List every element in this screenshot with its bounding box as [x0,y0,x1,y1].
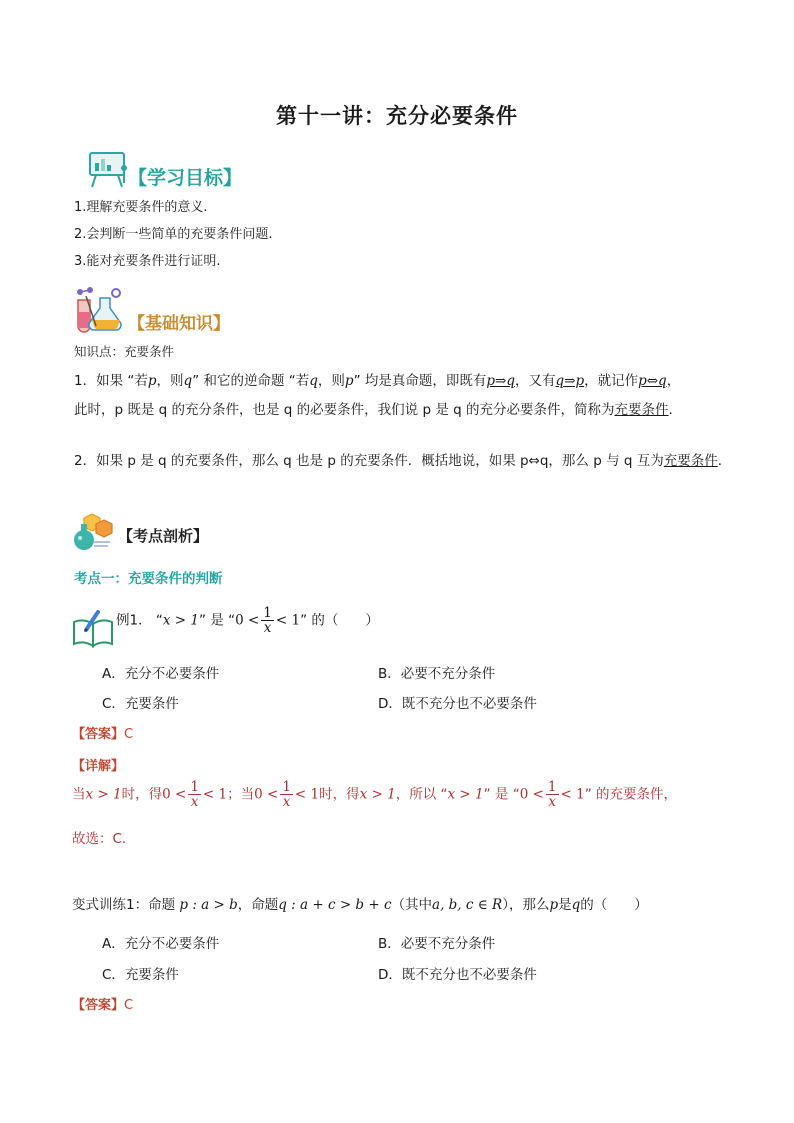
flask-icon [72,286,124,334]
option-d: D．既不充分也不必要条件 [378,967,537,983]
detail-label: 【详解】 [72,759,125,774]
knowledge-paragraph-1: 1．如果 “若p，则q” 和它的逆命题 “若q，则p” 均是真命题，即既有p⇒q，又有q⇒p，就记作p⇔q， [74,373,681,389]
detail-text: 当x > 1时，得0 < $\frac{1}{x}$ < 1；当0 < $\frac{1}{x}$ < 1时，得x > 1，所以 “x > 1” 是 “0 < $\frac{1}{x}$ < 1” 的充要条件， [72,779,677,810]
knowledge-paragraph-2: 2．如果 p 是 q 的充要条件，那么 q 也是 p 的充要条件．概括地说，如果 p⇔q，那么 p 与 q 互为充要条件． [74,453,732,469]
kaodian-heading: 考点一：充要条件的判断 [74,571,223,587]
goal-item: 2.会判断一些简单的充要条件问题. [74,227,273,242]
knowledge-point-label: 知识点：充要条件 [74,344,175,359]
answer-line: 【答案】C [72,727,134,742]
option-a: A．充分不必要条件 [102,666,220,682]
option-d: D．既不充分也不必要条件 [378,696,537,712]
example-1-question: 例1． “x > 1” 是 “0 < $\frac{1}{x}$ < 1” 的（ ） [116,605,379,636]
page-title: 第十一讲：充分必要条件 [276,103,518,128]
goal-item: 1.理解充要条件的意义. [74,200,208,215]
goal-item: 3.能对充要条件进行证明. [74,254,221,269]
option-a: A．充分不必要条件 [102,936,220,952]
book-pencil-icon [70,608,116,648]
presentation-board-icon [86,150,130,190]
knowledge-paragraph-1-line2: 此时，p 既是 q 的充分条件，也是 q 的必要条件，我们说 p 是 q 的充分必要条件，简称为充要条件． [74,402,682,418]
variant-answer-line: 【答案】C [72,998,134,1013]
section-heading-analysis: 【考点剖析】 [118,527,209,545]
option-c: C．充要条件 [102,967,179,983]
potion-icon [70,512,116,552]
variant-1-question: 变式训练1：命题 p : a > b，命题q : a + c > b + c（其中a, b, c ∈ R），那么p是q的（ ） [72,897,648,913]
detail-conclusion: 故选：C． [72,831,136,847]
section-heading-goals: 【学习目标】 [128,167,243,189]
section-heading-knowledge: 【基础知识】 [128,314,230,334]
fraction: $\frac{1}{x}$ [263,605,272,636]
option-c: C．充要条件 [102,696,179,712]
option-b: B．必要不充分条件 [378,666,496,682]
option-b: B．必要不充分条件 [378,936,496,952]
